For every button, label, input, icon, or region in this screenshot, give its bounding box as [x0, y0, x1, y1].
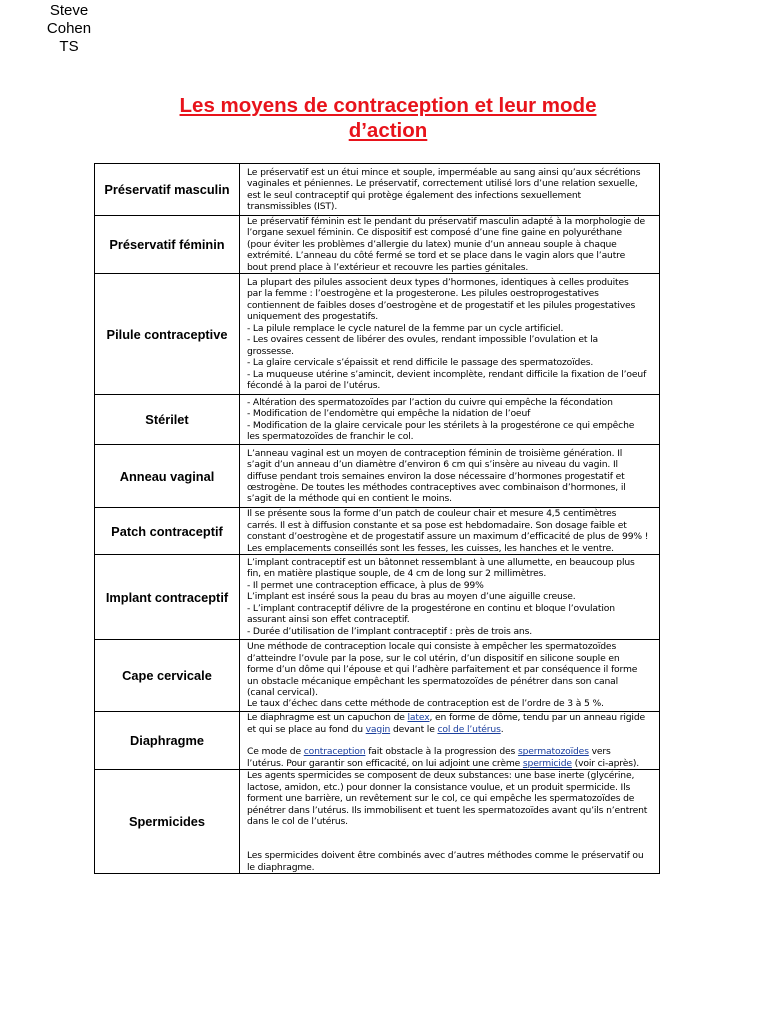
method-name: Cape cervicale — [95, 640, 240, 712]
description-line: l’utérus. Pour garantir son efficacité, on lui adjoint une crème spermicide (voir ci-après). — [247, 757, 640, 769]
description-line: (pour éviter les problèmes d’allergie du latex) munie d’un anneau souple à chaque — [247, 238, 617, 250]
description-line: - Altération des spermatozoïdes par l’action du cuivre qui empêche la fécondation — [247, 396, 613, 408]
description-line: forment une barrière, un revêtement sur le col, ce qui empêche les spermatozoïdes de — [247, 793, 635, 805]
table-row — [95, 508, 660, 555]
description-line: fécondé à la paroi de l’utérus. — [247, 380, 381, 392]
description-line: Il se présente sous la forme d’un patch de couleur chair et mesure 4,5 centimètres — [247, 508, 617, 520]
method-name: Préservatif féminin — [95, 216, 240, 274]
description-line: - Modification de la glaire cervicale pour les stérilets à la progestérone ce qui empêche — [247, 419, 635, 431]
method-description — [240, 555, 660, 640]
description-line: s’agit d’un anneau d’un diamètre d’environ 6 cm qui s’insère au niveau du vagin. Il — [247, 459, 618, 471]
method-name: Spermicides — [95, 770, 240, 874]
description-line: extrémité. L’anneau du côté fermé se tord et se place dans le vagin alors que l’autre — [247, 250, 626, 262]
author-first-name: Steve — [49, 2, 89, 19]
term-link[interactable]: spermicide — [522, 757, 572, 769]
contraception-table — [94, 163, 660, 874]
method-name: Pilule contraceptive — [95, 274, 240, 395]
method-description — [240, 712, 660, 770]
method-description — [240, 640, 660, 712]
description-line: bout prend place à l’extérieur et recouvre les parties génitales. — [247, 261, 529, 273]
term-link[interactable]: spermatozoïdes — [517, 746, 589, 758]
method-description — [240, 274, 660, 395]
description-line: (canal cervical). — [247, 687, 318, 699]
table-row — [95, 640, 660, 712]
description-line: La plupart des pilules associent deux types d’hormones, identiques à celles produites — [247, 277, 629, 288]
method-name: Patch contraceptif — [95, 508, 240, 555]
description-line: Ce mode de contraception fait obstacle à la progression des spermatozoïdes vers — [247, 746, 611, 758]
method-name: Implant contraceptif — [95, 555, 240, 640]
description-line: vaginales et péniennes. Le préservatif, correctement utilisé lors d’une relation sexuelle, — [247, 178, 638, 190]
description-line — [247, 839, 656, 850]
description-line: assurant ainsi son effet contraceptif. — [247, 614, 410, 626]
author-block — [40, 2, 98, 56]
table-row — [95, 770, 660, 874]
table-row — [95, 216, 660, 274]
table-row — [95, 164, 660, 216]
description-line: - Il permet une contraception efficace, à plus de 99% — [247, 579, 484, 591]
table-row — [95, 445, 660, 508]
method-name: Préservatif masculin — [95, 164, 240, 216]
description-line: L’implant contraceptif est un bâtonnet ressemblant à une allumette, en beaucoup plus — [247, 556, 635, 568]
method-description — [240, 395, 660, 445]
description-line: dans le col de l’utérus. — [247, 816, 348, 828]
description-line: est le seul contraceptif qui protège également des infections sexuellement — [247, 189, 581, 201]
description-line: forme d’un dôme qui l’épouse et qui l’adhère parfaitement et par conséquence il forme — [247, 664, 638, 676]
description-line: les spermatozoïdes de franchir le col. — [247, 431, 414, 443]
description-line: Les agents spermicides se composent de deux substances: une base inerte (glycérine, — [247, 770, 635, 782]
description-line: le diaphragme. — [247, 861, 315, 873]
table-row — [95, 555, 660, 640]
description-line: - La glaire cervicale s’épaissit et rend difficile le passage des spermatozoïdes. — [247, 357, 594, 369]
description-line: un obstacle mécanique empêchant les spermatozoïdes de pénétrer dans son canal — [247, 675, 619, 687]
description-line: et qui se place au fond du vagin devant le col de l’utérus. — [247, 723, 504, 735]
description-line — [247, 735, 656, 746]
term-link[interactable]: contraception — [303, 746, 366, 758]
term-link[interactable]: latex — [407, 712, 430, 724]
description-line: - Modification de l’endomètre qui empêche la nidation de l’oeuf — [247, 408, 531, 420]
table-row — [95, 395, 660, 445]
description-line: uniquement des progestatifs. — [247, 311, 379, 323]
description-line: l’organe sexuel féminin. Ce dispositif est composé d’une fine gaine en polyuréthane — [247, 227, 622, 239]
description-line: d’atteindre l’ovule par la pose, sur le col utérin, d’un dispositif en silicone souple en — [247, 652, 620, 664]
term-link[interactable]: col de l’utérus — [437, 723, 501, 735]
description-line: Une méthode de contraception locale qui consiste à empêcher les spermatozoïdes — [247, 641, 617, 653]
description-line: L’implant est inséré sous la peau du bras au moyen d’une aiguille creuse. — [247, 591, 576, 603]
description-line: Les emplacements conseillés sont les fesses, les cuisses, les hanches et le ventre. — [247, 542, 614, 554]
table-row — [95, 712, 660, 770]
description-line — [247, 828, 656, 839]
description-line: Le préservatif est un étui mince et souple, imperméable au sang ainsi qu’aux sécrétions — [247, 166, 641, 178]
description-line: Le taux d’échec dans cette méthode de contraception est de l’ordre de 3 à 5 %. — [247, 698, 604, 710]
method-description — [240, 216, 660, 274]
method-description — [240, 770, 660, 874]
title-line-2: d’action — [348, 119, 428, 142]
description-line: fin, en matière plastique souple, de 4 cm de long sur 2 millimètres. — [247, 568, 547, 580]
description-line: par la femme : l’oestrogène et la progesterone. Les pilules oestroprogestatives — [247, 288, 599, 300]
description-line: carrés. Il est à diffusion constante et sa pose est hebdomadaire. Son dosage faible et — [247, 519, 627, 531]
description-line: - Durée d’utilisation de l’implant contraceptif : près de trois ans. — [247, 625, 533, 637]
table-row — [95, 274, 660, 395]
description-line: pénétrer dans l’utérus. Ils immobilisent et tuent les spermatozoïdes avant qu’ils n’entrent — [247, 804, 648, 816]
term-link[interactable]: vagin — [365, 723, 391, 735]
description-line: - La pilule remplace le cycle naturel de la femme par un cycle artificiel. — [247, 322, 564, 334]
description-line: contiennent de faibles doses d’oestrogène et de progestatif et les pilules progestatives — [247, 299, 636, 311]
description-line: Les spermicides doivent être combinés avec d’autres méthodes comme le préservatif ou — [247, 850, 644, 862]
description-line: L’anneau vaginal est un moyen de contraception féminin de troisième génération. Il — [247, 447, 623, 459]
description-line: constant d’oestrogène et de progestatif assure un maximum d’efficacité de plus de 99% ! — [247, 531, 649, 543]
description-line: transmissibles (IST). — [247, 200, 338, 212]
description-line: diffuse pendant trois semaines environ la dose nécessaire d’hormones progestatif et — [247, 470, 625, 482]
method-description — [240, 164, 660, 216]
description-line: œstrogène. De toutes les méthodes contraceptives avec combinaison d’hormones, il — [247, 481, 626, 493]
method-description — [240, 508, 660, 555]
author-class: TS — [59, 38, 79, 55]
description-line: - Les ovaires cessent de libérer des ovules, rendant impossible l’ovulation et la — [247, 334, 598, 346]
description-line: - La muqueuse utérine s’amincit, devient incomplète, rendant difficile la fixation de l’oeuf — [247, 368, 647, 380]
method-name: Anneau vaginal — [95, 445, 240, 508]
author-last-name: Cohen — [46, 20, 92, 37]
title-line-1: Les moyens de contraception et leur mode — [179, 94, 597, 117]
method-description — [240, 445, 660, 508]
description-line: Le préservatif féminin est le pendant du préservatif masculin adapté à la morphologie de — [247, 216, 646, 227]
description-line: lactose, amidon, etc.) pour donner la consistance voulue, et un produit spermicide. Ils — [247, 781, 631, 793]
description-line: - L’implant contraceptif délivre de la progestérone en continu et bloque l’ovulation — [247, 602, 615, 614]
method-name: Diaphragme — [95, 712, 240, 770]
description-line: Le diaphragme est un capuchon de latex, en forme de dôme, tendu par un anneau rigide — [247, 712, 646, 724]
document-title — [100, 93, 676, 143]
method-name: Stérilet — [95, 395, 240, 445]
description-line: s’agit de la méthode qui en contient le moins. — [247, 493, 452, 505]
description-line: grossesse. — [247, 345, 294, 357]
